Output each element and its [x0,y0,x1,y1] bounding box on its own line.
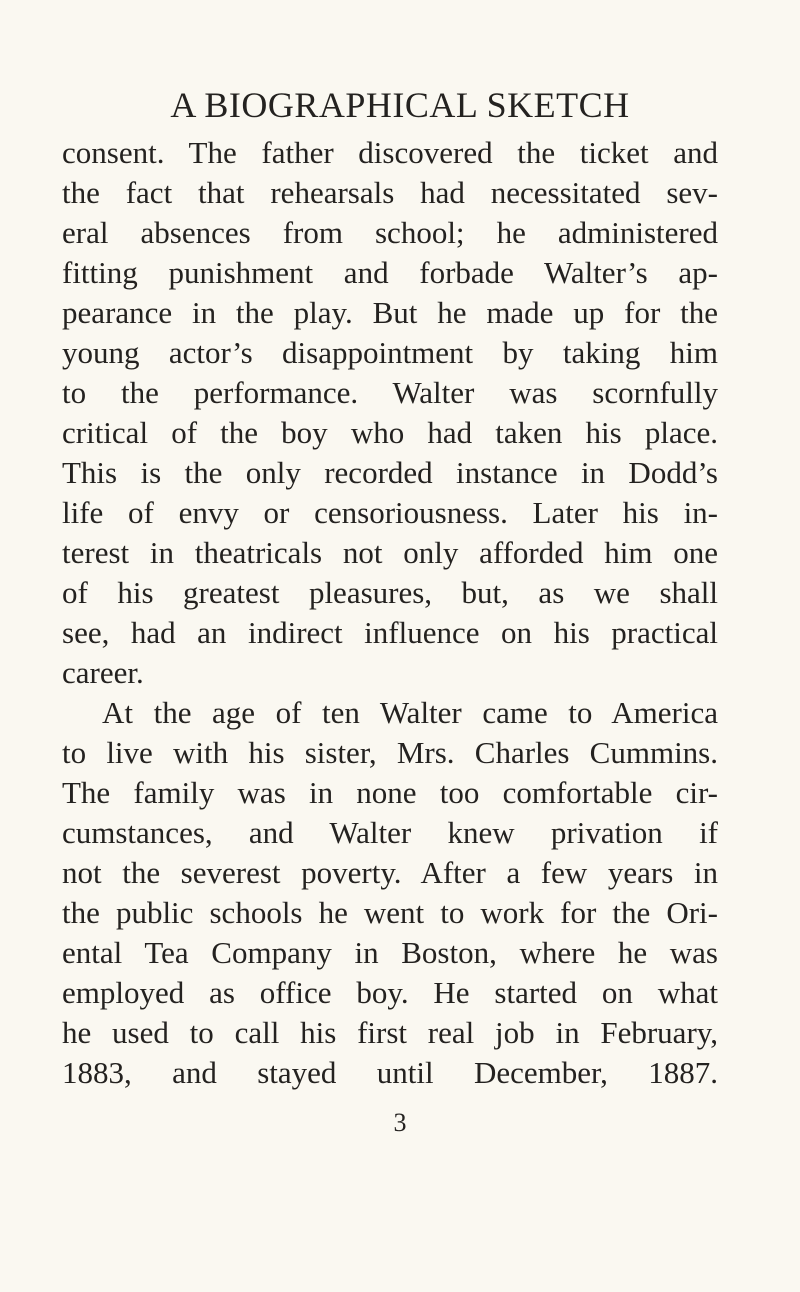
text-line: consent. The father discovered the ticket and [62,135,718,170]
text-line: of his greatest pleasures, but, as we shall [62,575,718,610]
body-text [62,133,718,1093]
text-line: life of envy or censoriousness. Later his in- [62,495,718,530]
text-line: critical of the boy who had taken his place. [62,415,718,450]
text-line: ental Tea Company in Boston, where he was [62,935,718,970]
text-line: terest in theatricals not only afforded him one [62,535,718,570]
text-line: eral absences from school; he administered [62,215,718,250]
text-line: The family was in none too comfortable cir- [62,775,718,810]
text-line: to the performance. Walter was scornfully [62,375,718,410]
text-line: 1883, and stayed until December, 1887. [62,1055,718,1090]
text-line-paragraph-start: At the age of ten Walter came to America [102,695,718,730]
text-line: young actor’s disappointment by taking him [62,335,718,370]
text-line: This is the only recorded instance in Dodd’s [62,455,718,490]
text-line: the fact that rehearsals had necessitated sev- [62,175,718,210]
text-line: pearance in the play. But he made up for the [62,295,718,330]
text-line-paragraph-end: career. [62,655,144,690]
text-line: cumstances, and Walter knew privation if [62,815,718,850]
running-head: A BIOGRAPHICAL SKETCH [170,85,630,125]
text-line: he used to call his first real job in February, [62,1015,718,1050]
text-line: not the severest poverty. After a few years in [62,855,718,890]
text-line: the public schools he went to work for the Ori- [62,895,718,930]
text-line: fitting punishment and forbade Walter’s ap- [62,255,718,290]
text-line: see, had an indirect influence on his practical [62,615,718,650]
page-number: 3 [393,1108,407,1137]
text-line: employed as office boy. He started on what [62,975,718,1010]
text-line: to live with his sister, Mrs. Charles Cummins. [62,735,718,770]
